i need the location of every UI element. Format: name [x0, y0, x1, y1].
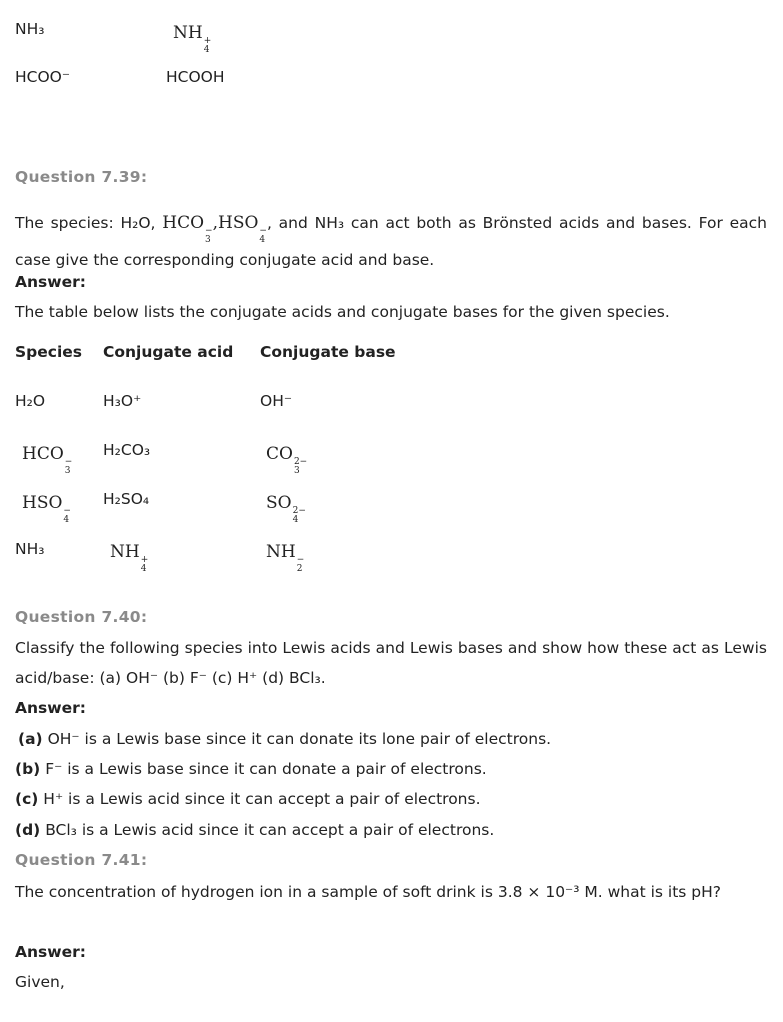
table-header-species: Species: [15, 343, 83, 361]
table-row-3-acid: H₂SO₄: [103, 490, 150, 508]
formula-sup: −: [64, 457, 73, 467]
formula-scripts: [297, 556, 305, 574]
answer-item-b: [15, 760, 487, 778]
formula-scripts: [141, 556, 149, 574]
answer-item-c: [15, 790, 481, 808]
question-7-40-answer-label: Answer:: [15, 699, 86, 717]
formula-sup: +: [203, 36, 212, 46]
formula-sub: 3: [64, 466, 71, 476]
top-row-1-right: [173, 23, 211, 55]
answer-item-label: (a): [18, 730, 43, 748]
question-7-41-text: The concentration of hydrogen ion in a sample of soft drink is 3.8 × 10⁻³ M. what is its pH?: [15, 883, 722, 901]
answer-item-text: F⁻ is a Lewis base since it can donate a pair of electrons.: [40, 760, 487, 778]
formula-base: HSO: [218, 213, 259, 233]
table-row-2-species: [22, 444, 72, 476]
formula-sub: 2: [296, 564, 303, 574]
formula-sup: 2−: [292, 506, 306, 516]
formula-base: NH: [110, 542, 140, 562]
question-7-39-heading: Question 7.39:: [15, 168, 148, 186]
q39-formula: [162, 213, 267, 245]
question-7-39-intro: The table below lists the conjugate acids and conjugate bases for the given species.: [15, 303, 670, 321]
top-row-1-left: NH₃: [15, 20, 45, 38]
formula-sub: 4: [292, 515, 299, 525]
table-row-1-base: OH⁻: [260, 392, 293, 410]
question-7-40-heading: Question 7.40:: [15, 608, 148, 626]
table-row-2-base: [266, 444, 307, 476]
formula-scripts: [294, 458, 307, 476]
table-row-3-base: [266, 493, 306, 525]
answer-item-a: [18, 730, 551, 748]
answer-item-label: (d): [15, 821, 41, 839]
q39-text-part-1: The species: H₂O,: [15, 214, 156, 232]
formula-sub: 4: [140, 564, 147, 574]
formula-sup: −: [63, 506, 71, 516]
table-row-4-base: [266, 542, 304, 574]
formula-sub: 3: [205, 235, 211, 245]
formula-base: HCO: [162, 213, 205, 233]
formula-scripts: [259, 227, 267, 245]
table-header-base: Conjugate base: [260, 343, 396, 361]
formula-scripts: [205, 227, 213, 245]
formula-sup: +: [140, 555, 149, 565]
formula-scripts: [63, 507, 71, 525]
question-7-41-given: Given,: [15, 973, 65, 991]
formula-separator: ,: [212, 213, 218, 233]
formula-base: HCO: [22, 444, 64, 464]
formula-sub: 4: [63, 515, 70, 525]
question-7-39-answer-label: Answer:: [15, 273, 86, 291]
formula-base: SO: [266, 493, 292, 513]
top-row-2-left: HCOO⁻: [15, 68, 71, 86]
table-row-3-species: [22, 493, 71, 525]
question-7-41-heading: Question 7.41:: [15, 851, 148, 869]
table-row-1-acid: H₃O⁺: [103, 392, 142, 410]
formula-base: CO: [266, 444, 293, 464]
answer-item-text: BCl₃ is a Lewis acid since it can accept a pair of electrons.: [40, 821, 495, 839]
q39-text-part-2: , and NH₃ can act both as Brönsted acids and bases. For each case give the corresponding conjugate acid and base.: [15, 214, 767, 269]
formula-sup: −: [296, 555, 305, 565]
top-row-2-right: HCOOH: [166, 68, 225, 86]
formula-scripts: [293, 507, 306, 525]
table-header-acid: Conjugate acid: [103, 343, 234, 361]
formula-scripts: [204, 37, 212, 55]
question-7-40-text: Classify the following species into Lewis acids and Lewis bases and show how these act as Lewis acid/base: (a) OH⁻ (b) F⁻ (c) H⁺ (d) BCl₃.: [15, 639, 767, 687]
formula-base: NH: [266, 542, 296, 562]
formula-sup: −: [205, 226, 213, 236]
formula-base: HSO: [22, 493, 63, 513]
formula-sup: 2−: [293, 457, 308, 467]
question-7-39-text: [15, 208, 767, 275]
answer-item-text: OH⁻ is a Lewis base since it can donate its lone pair of electrons.: [42, 730, 552, 748]
table-row-4-acid: [110, 542, 148, 574]
answer-item-d: [15, 821, 494, 839]
answer-item-text: H⁺ is a Lewis acid since it can accept a pair of electrons.: [38, 790, 481, 808]
formula-scripts: [65, 458, 73, 476]
question-7-41-answer-label: Answer:: [15, 943, 86, 961]
formula-sub: 3: [293, 466, 300, 476]
table-row-1-species: H₂O: [15, 392, 46, 410]
answer-item-label: (c): [15, 790, 39, 808]
formula-sub: 4: [203, 45, 210, 55]
answer-item-label: (b): [15, 760, 41, 778]
table-row-2-acid: H₂CO₃: [103, 441, 151, 459]
table-row-4-species: NH₃: [15, 540, 45, 558]
formula-sub: 4: [259, 235, 266, 245]
formula-sup: −: [259, 226, 267, 236]
formula-base: NH: [173, 23, 203, 43]
